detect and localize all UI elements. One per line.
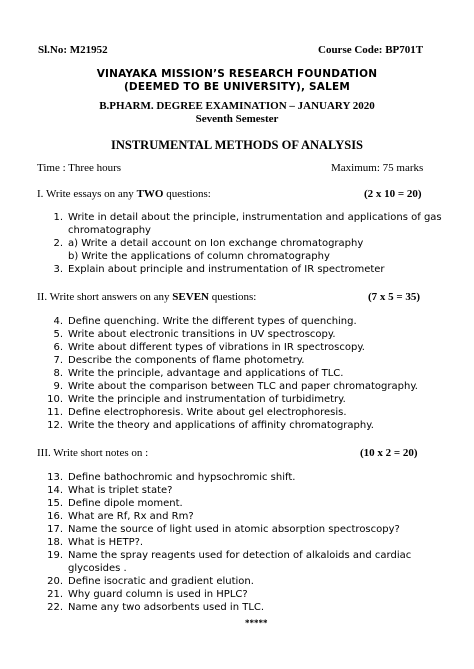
question-text: Define electrophoresis. Write about gel electrophoresis. xyxy=(68,407,347,418)
question-number: 10. xyxy=(47,394,63,405)
question-number: 11. xyxy=(47,407,63,418)
section-2-count: SEVEN xyxy=(172,291,209,303)
section-3-heading: III. Write short notes on : xyxy=(37,447,149,459)
question-number: 14. xyxy=(47,485,63,496)
question-text: Name any two adsorbents used in TLC. xyxy=(68,602,265,613)
question-13 xyxy=(45,472,295,483)
question-5 xyxy=(45,329,336,340)
question-text: What is triplet state? xyxy=(68,485,173,496)
question-number: 12. xyxy=(47,420,63,431)
question-number: 17. xyxy=(47,524,63,535)
question-number: 2. xyxy=(53,238,63,249)
question-text: Name the source of light used in atomic absorption spectroscopy? xyxy=(68,524,400,535)
question-text: a) Write a detail account on Ion exchange chromatography xyxy=(68,238,364,249)
question-text: Write in detail about the principle, instrumentation and applications of gas xyxy=(68,212,442,223)
question-text: Explain about principle and instrumentation of IR spectrometer xyxy=(68,264,385,275)
question-22 xyxy=(45,602,264,613)
question-6 xyxy=(45,342,365,353)
question-number: 21. xyxy=(47,589,63,600)
question-number: 13. xyxy=(47,472,63,483)
question-21 xyxy=(45,589,248,600)
question-number: 22. xyxy=(47,602,63,613)
question-text: Define bathochromic and hypsochromic shift. xyxy=(68,472,296,483)
institution-name: VINAYAKA MISSION’S RESEARCH FOUNDATION xyxy=(96,68,378,80)
question-number: 9. xyxy=(53,381,63,392)
question-number: 3. xyxy=(53,264,63,275)
question-12 xyxy=(45,420,374,431)
section-1-suffix: questions: xyxy=(163,188,211,200)
question-number: 20. xyxy=(47,576,63,587)
question-16 xyxy=(45,511,194,522)
max-marks: Maximum: 75 marks xyxy=(331,162,424,174)
question-15 xyxy=(45,498,183,509)
question-text: Define isocratic and gradient elution. xyxy=(68,576,254,587)
end-of-paper-marker: ***** xyxy=(245,618,268,628)
exam-duration: Time : Three hours xyxy=(37,162,122,174)
section-2-prefix: II. Write short answers on any xyxy=(37,291,173,303)
question-text: What is HETP?. xyxy=(68,537,144,548)
question-8 xyxy=(45,368,343,379)
section-1-heading xyxy=(37,188,211,200)
section-2-heading xyxy=(37,291,256,303)
question-9 xyxy=(45,381,418,392)
question-text: Write about different types of vibrations in IR spectroscopy. xyxy=(68,342,365,353)
section-1-prefix: I. Write essays on any xyxy=(37,188,137,200)
question-text: Write the theory and applications of affinity chromatography. xyxy=(68,420,374,431)
question-text: Name the spray reagents used for detection of alkaloids and cardiac xyxy=(68,550,412,561)
question-number: 16. xyxy=(47,511,63,522)
question-11 xyxy=(45,407,347,418)
section-1-marks: (2 x 10 = 20) xyxy=(364,188,422,200)
question-text: Write the principle and instrumentation of turbidimetry. xyxy=(68,394,346,405)
question-20 xyxy=(45,576,254,587)
question-1 xyxy=(45,212,442,223)
question-3 xyxy=(45,264,385,275)
section-2-suffix: questions: xyxy=(208,291,257,303)
question-19 xyxy=(45,550,411,561)
section-1-count: TWO xyxy=(136,188,164,200)
question-text: Write about electronic transitions in UV spectroscopy. xyxy=(68,329,336,340)
question-text: Write about the comparison between TLC and paper chromatography. xyxy=(68,381,418,392)
exam-semester: Seventh Semester xyxy=(195,113,279,125)
question-17 xyxy=(45,524,400,535)
subject-title: INSTRUMENTAL METHODS OF ANALYSIS xyxy=(110,138,364,152)
question-19-continued: glycosides . xyxy=(68,563,127,574)
exam-name: B.PHARM. DEGREE EXAMINATION – JANUARY 2020 xyxy=(99,100,375,112)
question-18 xyxy=(45,537,143,548)
question-2-part-b: b) Write the applications of column chromatography xyxy=(68,251,330,262)
question-number: 5. xyxy=(53,329,63,340)
question-14 xyxy=(45,485,172,496)
question-text: Describe the components of flame photometry. xyxy=(68,355,305,366)
question-number: 4. xyxy=(53,316,63,327)
section-3-marks: (10 x 2 = 20) xyxy=(360,447,418,459)
institution-subtitle: (DEEMED TO BE UNIVERSITY), SALEM xyxy=(123,81,351,93)
question-number: 7. xyxy=(53,355,63,366)
question-number: 15. xyxy=(47,498,63,509)
question-10 xyxy=(45,394,346,405)
question-text: Why guard column is used in HPLC? xyxy=(68,589,248,600)
question-7 xyxy=(45,355,304,366)
course-code: Course Code: BP701T xyxy=(318,44,424,56)
question-4 xyxy=(45,316,357,327)
question-text: Define quenching. Write the different types of quenching. xyxy=(68,316,357,327)
question-1-continued: chromatography xyxy=(68,225,151,236)
question-number: 6. xyxy=(53,342,63,353)
question-2 xyxy=(45,238,363,249)
serial-number: Sl.No: M21952 xyxy=(38,44,108,56)
question-number: 8. xyxy=(53,368,63,379)
question-number: 1. xyxy=(53,212,63,223)
question-text: Write the principle, advantage and applications of TLC. xyxy=(68,368,344,379)
question-text: What are Rf, Rx and Rm? xyxy=(68,511,194,522)
question-number: 18. xyxy=(47,537,63,548)
section-2-marks: (7 x 5 = 35) xyxy=(368,291,421,303)
question-text: Define dipole moment. xyxy=(68,498,183,509)
question-number: 19. xyxy=(47,550,63,561)
